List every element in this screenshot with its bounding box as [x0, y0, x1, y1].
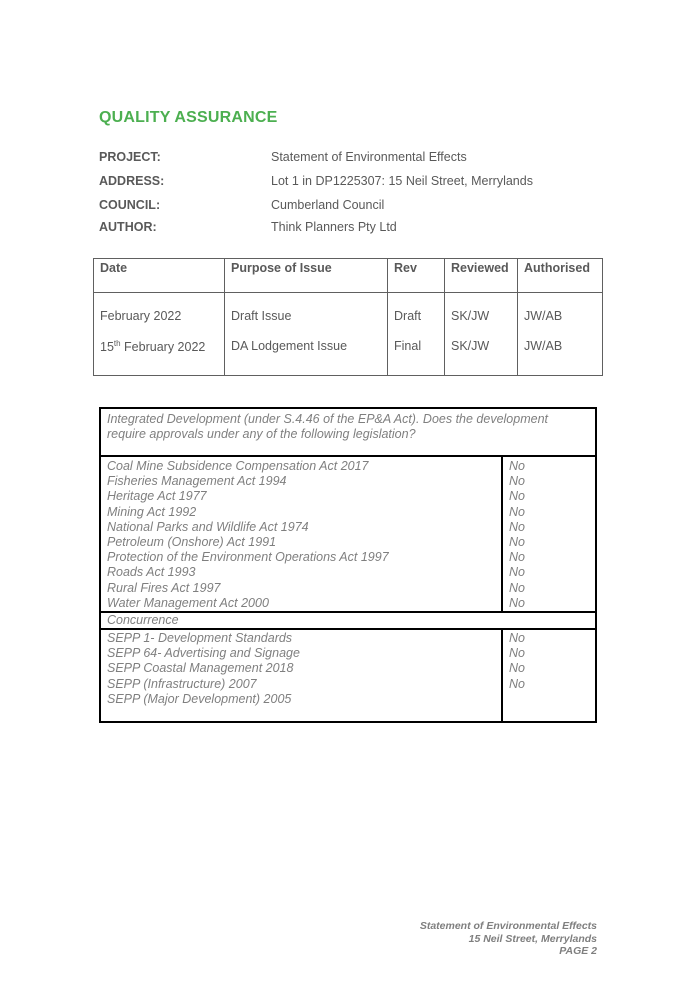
list-item: SEPP Coastal Management 2018: [107, 661, 294, 676]
row-authorised: JW/AB: [518, 293, 603, 340]
header-authorised: Authorised: [518, 259, 603, 293]
answer: No: [509, 474, 525, 489]
row-purpose: Draft Issue: [225, 293, 388, 340]
header-purpose: Purpose of Issue: [225, 259, 388, 293]
answer: No: [509, 519, 525, 534]
council-label: COUNCIL:: [99, 198, 161, 212]
table-row: [94, 293, 603, 340]
header-date: Date: [94, 259, 225, 293]
answer: No: [509, 504, 525, 519]
author-value: Think Planners Pty Ltd: [271, 220, 397, 234]
project-value: Statement of Environmental Effects: [271, 150, 467, 164]
legislation-table: [99, 407, 597, 723]
project-label: PROJECT:: [99, 150, 161, 164]
answer: No: [509, 595, 525, 610]
list-item: Fisheries Management Act 1994: [107, 474, 287, 489]
footer-doc-title: Statement of Environmental Effects: [419, 920, 597, 932]
list-item: Water Management Act 2000: [107, 595, 269, 610]
list-item: SEPP 1- Development Standards: [107, 631, 293, 645]
answer: No: [509, 459, 525, 473]
list-item: Heritage Act 1977: [107, 489, 207, 504]
answer: No: [509, 580, 525, 595]
list-item: Coal Mine Subsidence Compensation Act 2017: [107, 459, 369, 473]
list-item: SEPP (Major Development) 2005: [107, 691, 292, 706]
list-item: Petroleum (Onshore) Act 1991: [107, 534, 277, 549]
author-label: AUTHOR:: [99, 220, 157, 234]
page-title: QUALITY ASSURANCE: [99, 109, 278, 126]
list-item: National Parks and Wildlife Act 1974: [107, 519, 309, 534]
list-item: Rural Fires Act 1997: [107, 580, 221, 595]
row-reviewed: SK/JW: [445, 339, 518, 376]
list-item: SEPP 64- Advertising and Signage: [107, 646, 300, 661]
header-reviewed: Reviewed: [445, 259, 518, 293]
page-footer: [420, 920, 597, 958]
legislation-heading: Integrated Development (under S.4.46 of the EP&A Act). Does the development require approvals under any of the following legislation?: [101, 409, 595, 457]
table-row: [94, 339, 603, 376]
footer-page-number: PAGE 2: [559, 945, 597, 957]
answer: No: [509, 550, 525, 565]
sepp-list: [101, 630, 507, 707]
header-rev: Rev: [388, 259, 445, 293]
answer: No: [509, 534, 525, 549]
answer: [509, 692, 593, 707]
answer: No: [509, 565, 525, 580]
list-item: Protection of the Environment Operations Act 1997: [107, 550, 389, 565]
acts-list: [101, 457, 507, 611]
council-value: Cumberland Council: [271, 198, 385, 212]
answer: No: [509, 676, 525, 691]
row-rev: Final: [388, 339, 445, 376]
acts-answers: [501, 457, 593, 611]
list-item: Roads Act 1993: [107, 565, 196, 580]
list-item: SEPP (Infrastructure) 2007: [107, 676, 257, 691]
answer: No: [509, 661, 525, 676]
list-item: Mining Act 1992: [107, 504, 197, 519]
revision-table: [93, 258, 603, 376]
row-date: 15th February 2022: [94, 339, 225, 376]
row-authorised: JW/AB: [518, 339, 603, 376]
answer: No: [509, 631, 525, 645]
address-label: ADDRESS:: [99, 174, 165, 188]
address-value: Lot 1 in DP1225307: 15 Neil Street, Merrylands: [271, 174, 533, 188]
answer: No: [509, 489, 525, 504]
revision-header-row: [94, 259, 603, 293]
sepp-answers: [501, 630, 593, 721]
row-rev: Draft: [388, 293, 445, 340]
row-date: February 2022: [94, 293, 225, 340]
row-purpose: DA Lodgement Issue: [225, 339, 388, 376]
concurrence-label: Concurrence: [101, 611, 595, 630]
footer-address: 15 Neil Street, Merrylands: [468, 932, 597, 945]
row-reviewed: SK/JW: [445, 293, 518, 340]
answer: No: [509, 646, 525, 661]
